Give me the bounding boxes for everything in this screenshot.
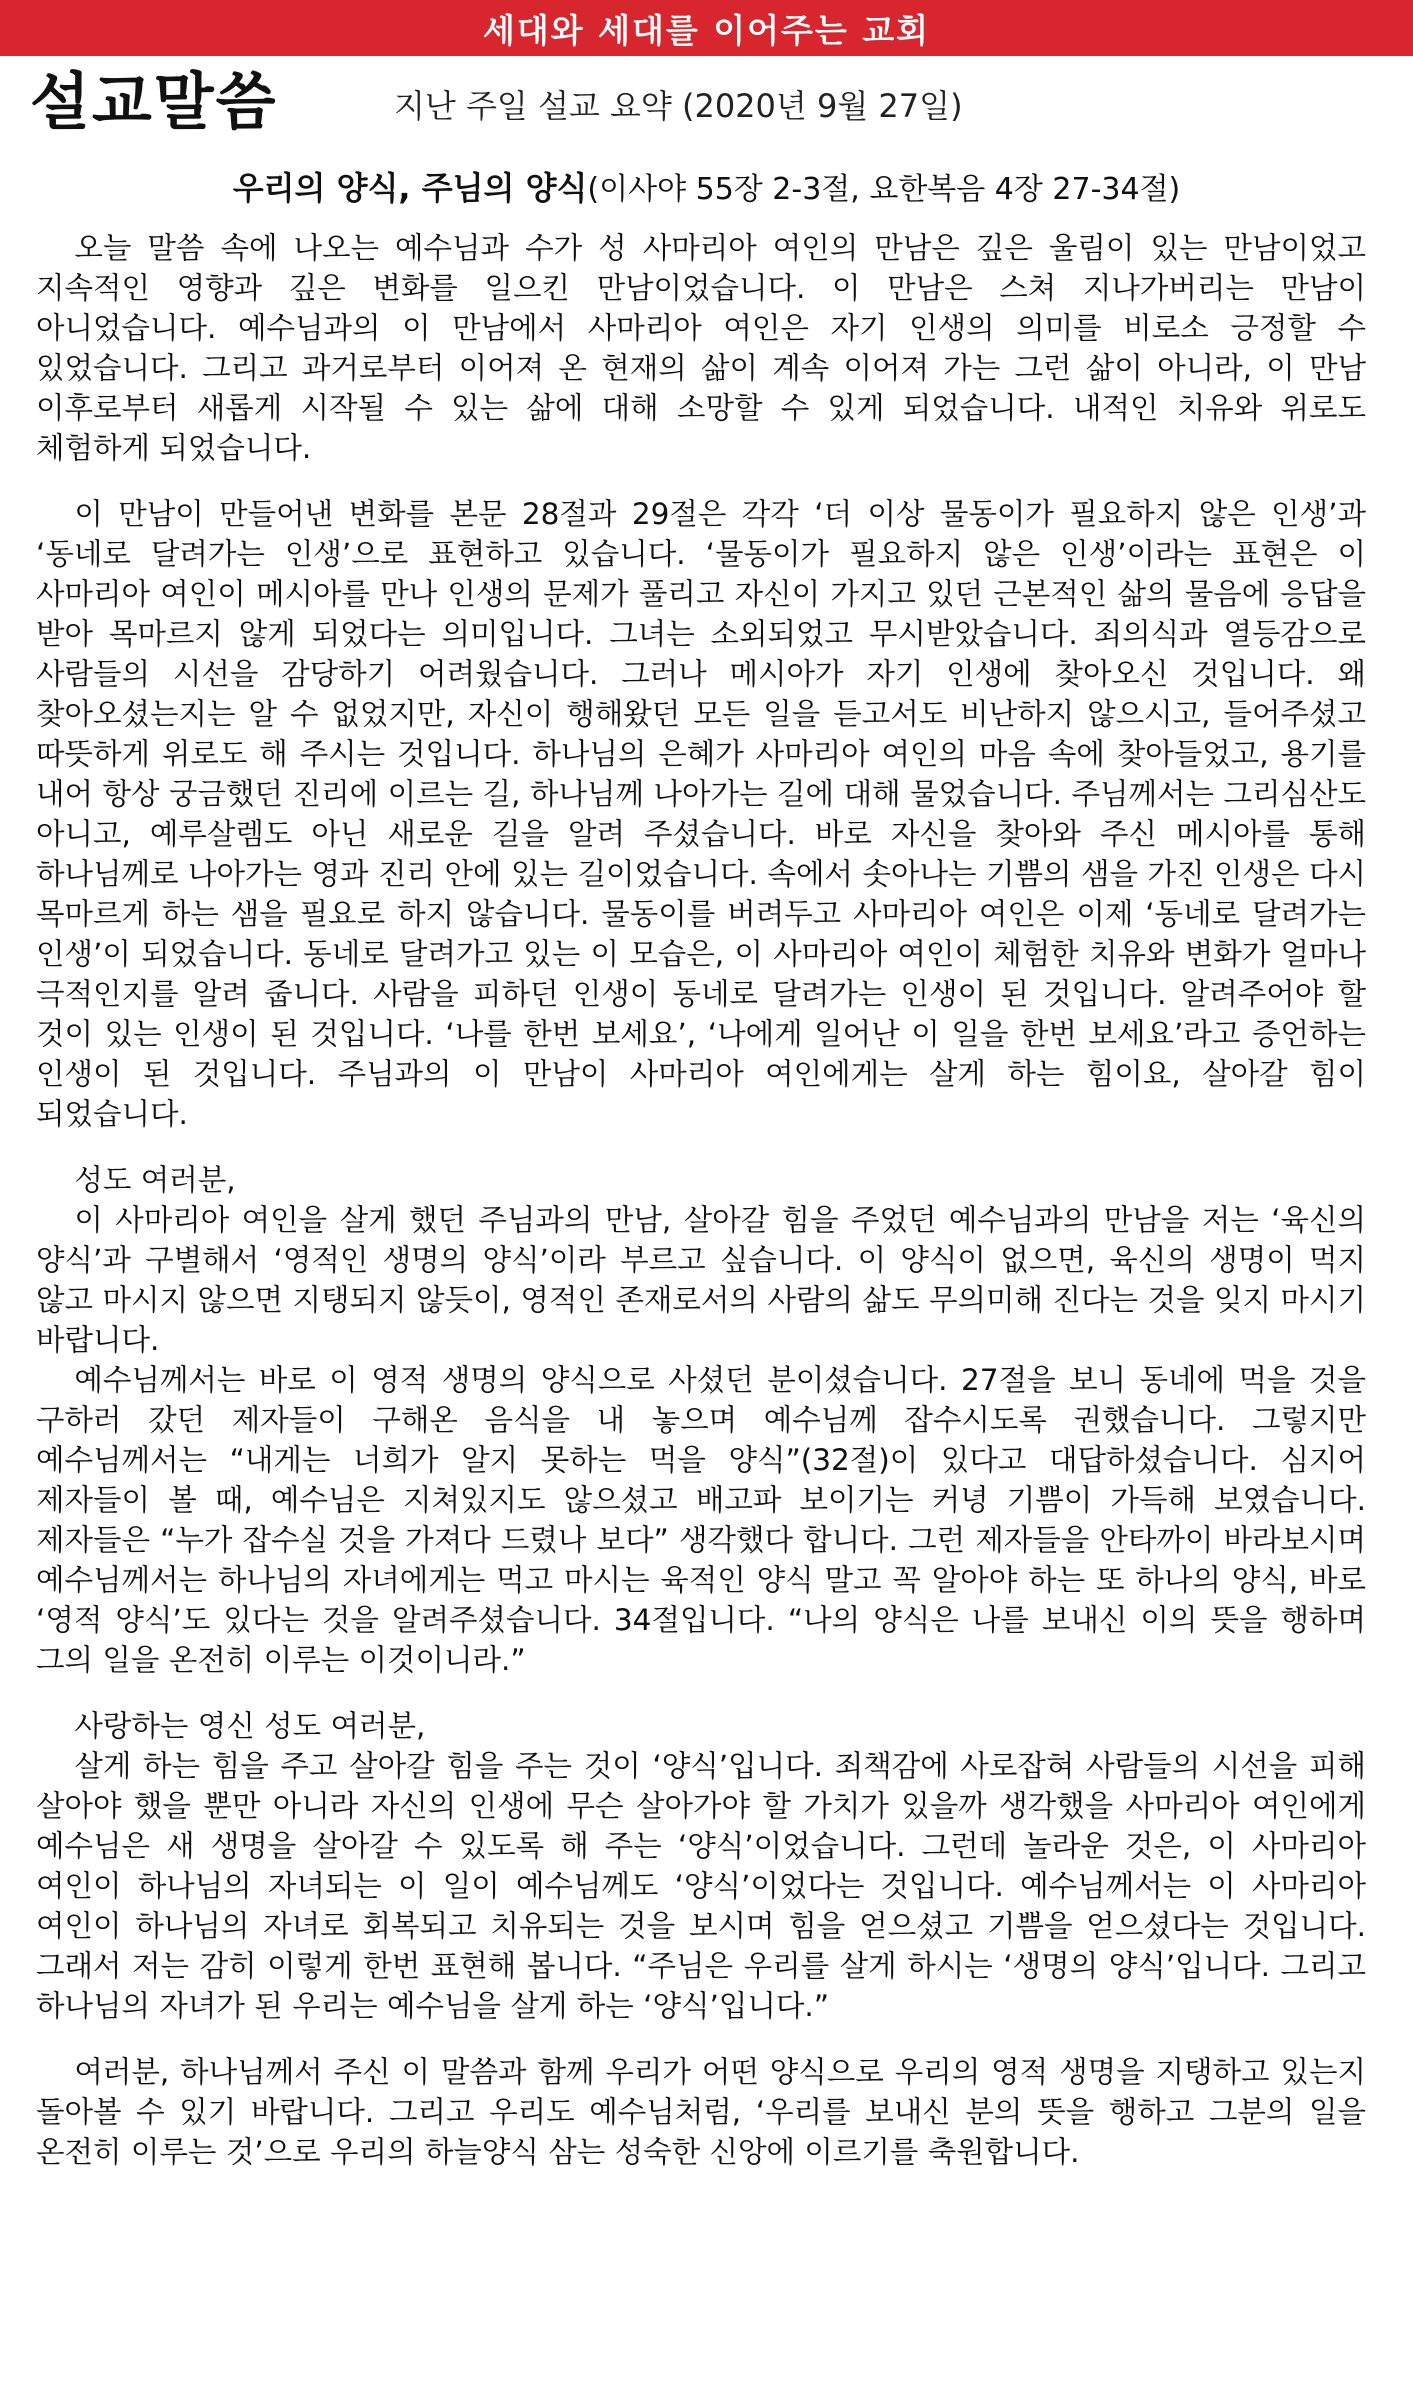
paragraph-gap xyxy=(36,1134,1366,1160)
paragraph-2: 이 만남이 만들어낸 변화를 본문 28절과 29절은 각각 ‘더 이상 물동이가 필요하지 않은 인생’과 ‘동네로 달려가는 인생’으로 표현하고 있습니다. ‘물동이가 필요하지 않은 인생’이라는 표현은 이 사마리아 여인이 메시아를 만나 인생의 문제가 풀리고 자신이 가지고 있던 근본적인 삶의 물음에 응답을 받아 목마르지 않게 되었다는 의미입니다. 그녀는 소외되었고 무시받았습니다. 죄의식과 열등감으로 사람들의 시선을 감당하기 어려웠습니다. 그러나 메시아가 자기 인생에 찾아오신 것입니다. 왜 찾아오셨는지는 알 수 없었지만, 자신이 행해왔던 모든 일을 듣고서도 비난하지 않으시고, 들어주셨고 따뜻하게 위로도 해 주시는 것입니다. 하나님의 은혜가 사마리아 여인의 마음 속에 찾아들었고, 용기를 내어 항상 궁금했던 진리에 이르는 길, 하나님께 나아가는 길에 대해 물었습니다. 주님께서는 그리심산도 아니고, 예루살렘도 아닌 새로운 길을 알려 주셨습니다. 바로 자신을 찾아와 주신 메시아를 통해 하나님께로 나아가는 영과 진리 안에 있는 길이었습니다. 속에서 솟아나는 기쁨의 샘을 가진 인생은 다시 목마르게 하는 샘을 필요로 하지 않습니다. 물동이를 버려두고 사마리아 여인은 이제 ‘동네로 달려가는 인생’이 되었습니다. 동네로 달려가고 있는 이 모습은, 이 사마리아 여인이 체험한 치유와 변화가 얼마나 극적인지를 알려 줍니다. 사람을 피하던 인생이 동네로 달려가는 인생이 된 것입니다. 알려주어야 할 것이 있는 인생이 된 것입니다. ‘나를 한번 보세요’, ‘나에게 일어난 이 일을 한번 보세요’라고 증언하는 인생이 된 것입니다. 주님과의 이 만남이 사마리아 여인에게는 살게 하는 힘이요, 살아갈 힘이 되었습니다. xyxy=(36,497,1366,1131)
paragraph-5: 살게 하는 힘을 주고 살아갈 힘을 주는 것이 ‘양식’입니다. 죄책감에 사로잡혀 사람들의 시선을 피해 살아야 했을 뿐만 아니라 자신의 인생에 무슨 살아가야 할 가치가 있을까 생각했을 사마리아 여인에게 예수님은 새 생명을 살아갈 수 있도록 해 주는 ‘양식’이었습니다. 그런데 놀라운 것은, 이 사마리아 여인이 하나님의 자녀되는 이 일이 예수님께도 ‘양식’이었다는 것입니다. 예수님께서는 이 사마리아 여인이 하나님의 자녀로 회복되고 치유되는 것을 보시며 힘을 얻으셨고 기쁨을 얻으셨다는 것입니다. 그래서 저는 감히 이렇게 한번 표현해 봅니다. “주님은 우리를 살게 하시는 ‘생명의 양식’입니다. 그리고 하나님의 자녀가 된 우리는 예수님을 살게 하는 ‘양식’입니다.” xyxy=(36,1749,1366,2023)
sermon-title xyxy=(0,166,1413,212)
paragraph-1: 오늘 말씀 속에 나오는 예수님과 수가 성 사마리아 여인의 만남은 깊은 울림이 있는 만남이었고 지속적인 영향과 깊은 변화를 일으킨 만남이었습니다. 이 만남은 스쳐 지나가버리는 만남이 아니었습니다. 예수님과의 이 만남에서 사마리아 여인은 자기 인생의 의미를 비로소 긍정할 수 있었습니다. 그리고 과거로부터 이어져 온 현재의 삶이 계속 이어져 가는 그런 삶이 아니라, 이 만남 이후로부터 새롭게 시작될 수 있는 삶에 대해 소망할 수 있게 되었습니다. 내적인 치유와 위로도 체험하게 되었습니다. xyxy=(36,231,1366,465)
paragraph-6: 여러분, 하나님께서 주신 이 말씀과 함께 우리가 어떤 양식으로 우리의 영적 생명을 지탱하고 있는지 돌아볼 수 있기 바랍니다. 그리고 우리도 예수님처럼, ‘우리를 보내신 분의 뜻을 행하고 그분의 일을 온전히 이루는 것’으로 우리의 하늘양식 삼는 성숙한 신앙에 이르기를 축원합니다. xyxy=(36,2055,1366,2169)
church-banner xyxy=(0,0,1413,56)
sermon-body xyxy=(36,228,1366,2172)
sermon-title-main: 우리의 양식, 주님의 양식 xyxy=(232,169,588,207)
paragraph-gap xyxy=(36,468,1366,494)
paragraph-gap xyxy=(36,2026,1366,2052)
greeting-2: 사랑하는 영신 성도 여러분, xyxy=(74,1709,426,1743)
paragraph-gap xyxy=(36,1680,1366,1706)
banner-text: 세대와 세대를 이어주는 교회 xyxy=(482,10,930,50)
section-title: 설교말씀 xyxy=(30,65,278,138)
sermon-scripture: (이사야 55장 2-3절, 요한복음 4장 27-34절) xyxy=(587,172,1181,207)
section-subtitle: 지난 주일 설교 요약 (2020년 9월 27일) xyxy=(394,87,963,125)
paragraph-3: 이 사마리아 여인을 살게 했던 주님과의 만남, 살아갈 힘을 주었던 예수님과의 만남을 저는 ‘육신의 양식’과 구별해서 ‘영적인 생명의 양식’이라 부르고 싶습니다. 이 양식이 없으면, 육신의 생명이 먹지 않고 마시지 않으면 지탱되지 않듯이, 영적인 존재로서의 사람의 삶도 무의미해 진다는 것을 잊지 마시기 바랍니다. xyxy=(36,1203,1366,1357)
paragraph-4: 예수님께서는 바로 이 영적 생명의 양식으로 사셨던 분이셨습니다. 27절을 보니 동네에 먹을 것을 구하러 갔던 제자들이 구해온 음식을 내 놓으며 예수님께 잡수시도록 권했습니다. 그렇지만 예수님께서는 “내게는 너희가 알지 못하는 먹을 양식”(32절)이 있다고 대답하셨습니다. 심지어 제자들이 볼 때, 예수님은 지쳐있지도 않으셨고 배고파 보이기는 커녕 기쁨이 가득해 보였습니다. 제자들은 “누가 잡수실 것을 가져다 드렸나 보다” 생각했다 합니다. 그런 제자들을 안타까이 바라보시며 예수님께서는 하나님의 자녀에게는 먹고 마시는 육적인 양식 말고 꼭 알아야 하는 또 하나의 양식, 바로 ‘영적 양식’도 있다는 것을 알려주셨습니다. 34절입니다. “나의 양식은 나를 보내신 이의 뜻을 행하며 그의 일을 온전히 이루는 이것이니라.” xyxy=(36,1363,1366,1677)
header xyxy=(30,62,1390,142)
greeting-1: 성도 여러분, xyxy=(74,1163,236,1197)
